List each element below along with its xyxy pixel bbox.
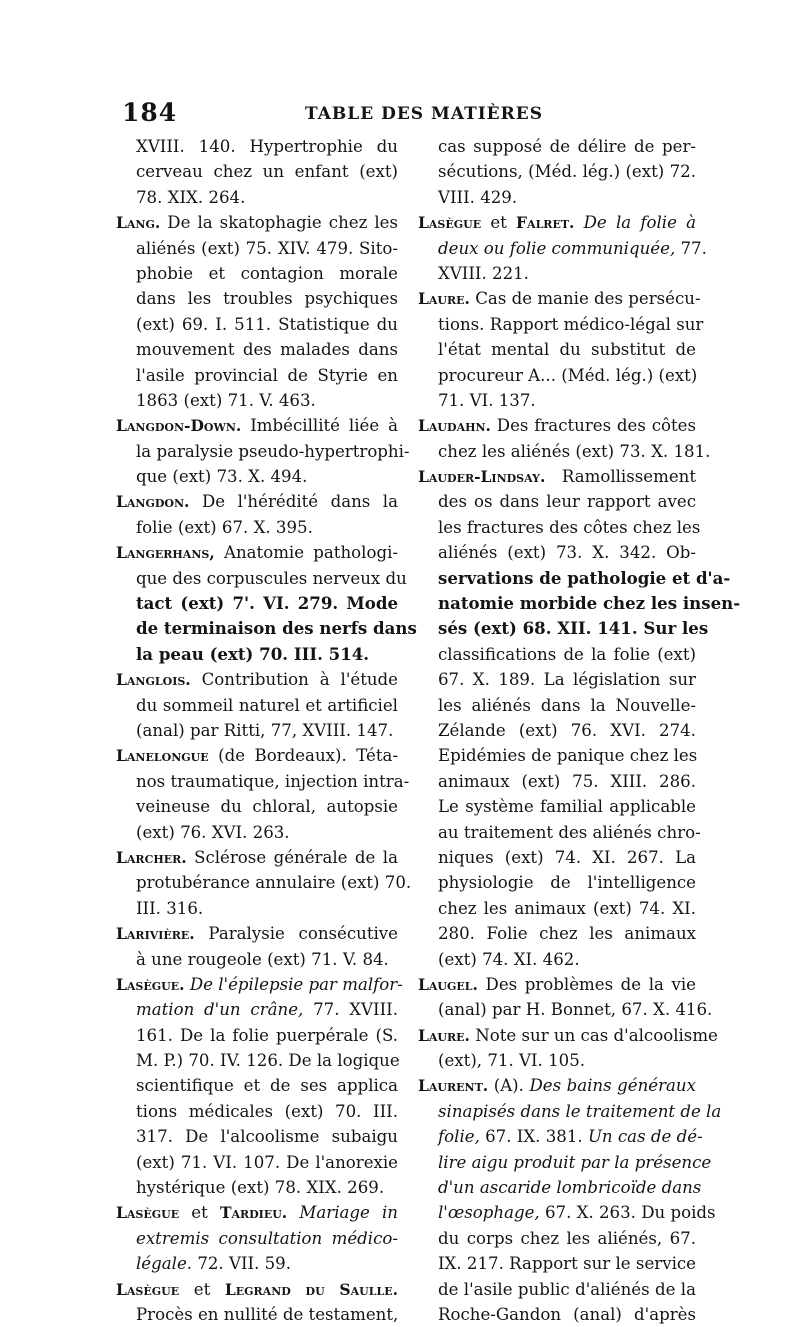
text-line — [116, 540, 398, 565]
text-line — [116, 845, 398, 870]
entry-author: Legrand du Saulle. — [224, 1279, 398, 1299]
text-line — [418, 312, 704, 337]
text-segment: VIII. 429. — [438, 187, 518, 207]
text-segment: (ext) 71. VI. 107. De l'anorexie — [136, 1152, 398, 1172]
text-segment: (anal) par Ritti, 77, XVIII. 147. — [136, 720, 394, 740]
text-segment: folie (ext) 67. X. 395. — [136, 517, 313, 537]
text-line — [116, 286, 398, 311]
text-segment: 67. X. 189. La législation sur — [438, 670, 696, 690]
text-segment: les fractures des côtes chez les — [438, 517, 701, 537]
text-segment: deux ou folie communiquée, — [438, 238, 676, 258]
text-line — [418, 896, 696, 921]
entry-author: Laudahn. — [418, 416, 491, 436]
text-line — [418, 667, 696, 692]
text-segment: 67. IX. 381. — [479, 1127, 588, 1147]
text-line — [116, 718, 398, 743]
text-segment: à une rougeole (ext) 71. V. 84. — [136, 949, 389, 969]
left-column — [116, 134, 417, 1327]
text-line — [116, 312, 398, 337]
text-segment: que (ext) 73. X. 494. — [136, 467, 308, 487]
text-line — [418, 134, 696, 159]
text-segment: De la skatophagie chez les — [160, 213, 398, 233]
text-segment: dans les troubles psychiques — [136, 289, 398, 309]
text-line — [116, 261, 398, 286]
text-line — [116, 566, 407, 591]
text-segment: Imbécillité liée à — [241, 416, 398, 436]
text-line — [116, 667, 398, 692]
text-line — [418, 1277, 696, 1302]
text-line — [116, 413, 398, 438]
text-line — [418, 1124, 703, 1149]
text-segment: physiologie de l'intelligence — [438, 873, 696, 893]
text-line — [116, 489, 398, 514]
text-segment: (ext), 71. VI. 105. — [438, 1051, 586, 1071]
text-line — [418, 236, 707, 261]
text-line — [418, 718, 696, 743]
text-segment — [287, 1203, 299, 1222]
text-segment: aliénés (ext) 73. X. 342. Ob- — [438, 543, 696, 563]
entry-author: Langdon-Down. — [116, 416, 242, 436]
text-line — [116, 642, 398, 667]
text-segment: 71. VI. 137. — [438, 390, 536, 410]
text-line — [418, 921, 696, 946]
entry-author: Lasègue. — [116, 974, 185, 994]
text-segment: veineuse du chloral, autopsie — [136, 797, 398, 817]
text-line — [116, 997, 398, 1022]
text-line — [116, 1277, 398, 1302]
text-segment: De la folie à — [583, 213, 696, 233]
text-segment: lire aigu produit par la présence — [438, 1152, 712, 1172]
text-segment: légale. — [136, 1254, 193, 1274]
text-line — [116, 388, 398, 413]
text-segment: (ext) 76. XVI. 263. — [136, 822, 290, 842]
text-segment: des os dans leur rapport avec — [438, 492, 696, 512]
text-line — [116, 1302, 398, 1327]
text-line — [116, 769, 410, 794]
text-segment: Anatomie pathologi- — [214, 543, 398, 563]
entry-author: Laure. — [418, 289, 470, 309]
text-line — [418, 591, 741, 616]
text-segment: III. 316. — [136, 898, 204, 918]
text-line — [418, 820, 701, 845]
text-segment: d'un ascaride lombricoïde dans — [438, 1178, 702, 1198]
text-line — [418, 286, 701, 311]
text-segment: Sclérose générale de la — [186, 847, 398, 867]
text-line — [418, 794, 696, 819]
entry-author: Larcher. — [116, 847, 187, 867]
text-segment: 67. X. 263. Du poids — [539, 1203, 716, 1223]
text-line — [116, 363, 398, 388]
entry-author: Laure. — [418, 1025, 470, 1045]
text-segment: De l'hérédité dans la — [189, 492, 398, 512]
text-line — [116, 159, 398, 184]
text-segment: 1863 (ext) 71. V. 463. — [136, 390, 316, 410]
text-segment: tions médicales (ext) 70. III. — [136, 1101, 398, 1121]
text-line — [116, 1099, 398, 1124]
text-segment: procureur A... (Méd. lég.) (ext) — [438, 365, 698, 385]
entry-author: Tardieu. — [219, 1203, 288, 1223]
text-segment: IX. 217. Rapport sur le service — [438, 1254, 696, 1274]
text-line — [418, 1073, 696, 1098]
text-line — [418, 210, 696, 235]
text-line — [116, 439, 410, 464]
text-line — [116, 1226, 398, 1251]
text-line — [116, 1073, 398, 1098]
text-line — [116, 185, 398, 210]
running-header-title: TABLE DES MATIÈRES — [305, 104, 544, 124]
text-segment: (ext) 69. I. 511. Statistique du — [136, 314, 398, 334]
text-line — [418, 363, 696, 388]
text-segment: au traitement des aliénés chro- — [438, 822, 701, 842]
text-segment: (de Bordeaux). Téta- — [208, 746, 398, 766]
text-segment: XVIII. 221. — [438, 263, 529, 283]
text-segment: Note sur un cas d'alcoolisme — [469, 1025, 718, 1045]
text-segment: Des problèmes de la vie — [477, 974, 696, 994]
text-line — [418, 159, 696, 184]
text-segment: De l'épilepsie par malfor- — [189, 974, 403, 994]
text-line — [418, 566, 731, 591]
text-line — [418, 1251, 696, 1276]
text-segment: (anal) par H. Bonnet, 67. X. 416. — [438, 1000, 713, 1020]
text-segment: et — [179, 1279, 225, 1299]
text-segment: Contribution à l'étude — [190, 670, 398, 690]
text-line — [116, 743, 398, 768]
text-line — [418, 185, 696, 210]
text-line — [116, 1251, 398, 1276]
text-line — [116, 236, 398, 261]
text-line — [116, 337, 398, 362]
text-line — [418, 413, 696, 438]
text-line — [418, 997, 713, 1022]
text-segment: chez les animaux (ext) 74. XI. — [438, 898, 696, 918]
text-line — [116, 693, 398, 718]
text-line — [116, 972, 403, 997]
entry-author: Lasègue — [418, 213, 482, 233]
text-segment: mouvement des malades dans — [136, 340, 398, 360]
text-segment: aliénés (ext) 75. XIV. 479. Sito- — [136, 238, 398, 258]
text-segment: Cas de manie des persécu- — [469, 289, 701, 309]
text-line — [418, 870, 696, 895]
text-line — [418, 845, 696, 870]
text-segment: Epidémies de panique chez les — [438, 746, 698, 766]
text-segment: servations de pathologie et d'a- — [438, 567, 731, 588]
entry-author: Laurent. — [418, 1076, 489, 1096]
text-line — [116, 1175, 398, 1200]
text-segment: et — [179, 1203, 220, 1223]
text-line — [116, 616, 417, 641]
entry-author: Laugel. — [418, 974, 478, 994]
text-line — [418, 464, 696, 489]
entry-author: Lauder-Lindsay. — [418, 467, 546, 487]
text-segment: la paralysie pseudo-hypertrophi- — [136, 441, 410, 461]
text-line — [418, 972, 696, 997]
text-line — [116, 210, 398, 235]
text-segment: 317. De l'alcoolisme subaigu — [136, 1127, 398, 1147]
text-segment: 77. — [675, 238, 707, 258]
text-segment: du sommeil naturel et artificiel — [136, 695, 398, 715]
text-segment: 161. De la folie puerpérale (S. — [136, 1025, 398, 1045]
text-line — [116, 1048, 398, 1073]
text-line — [116, 820, 398, 845]
text-segment: l'œsophage, — [438, 1203, 540, 1223]
text-line — [116, 870, 412, 895]
text-segment: Roche-Gandon (anal) d'après — [438, 1304, 696, 1324]
entry-author: Larivière. — [116, 924, 195, 944]
text-segment: scientifique et de ses applica — [136, 1076, 398, 1096]
text-line — [418, 1175, 702, 1200]
text-line — [418, 693, 696, 718]
text-segment: du corps chez les aliénés, 67. — [438, 1228, 696, 1248]
text-line — [418, 743, 696, 768]
text-line — [116, 947, 398, 972]
entry-author: Lang. — [116, 213, 161, 233]
entry-author: Langlois. — [116, 670, 191, 690]
text-line — [418, 1200, 716, 1225]
text-segment: Un cas de dé- — [587, 1127, 703, 1147]
text-segment: (ext) 74. XI. 462. — [438, 949, 580, 969]
text-segment: extremis consultation médico- — [136, 1228, 398, 1248]
text-line — [418, 261, 696, 286]
text-segment: de terminaison des nerfs dans — [136, 618, 417, 639]
text-segment: Zélande (ext) 76. XVI. 274. — [438, 720, 696, 740]
page-number: 184 — [122, 98, 178, 127]
text-segment: Mariage in — [299, 1203, 398, 1223]
text-line — [418, 642, 696, 667]
text-segment: mation d'un crâne, — [136, 1000, 304, 1020]
text-segment: animaux (ext) 75. XIII. 286. — [438, 771, 696, 791]
text-line — [418, 1023, 718, 1048]
text-line — [116, 464, 398, 489]
entry-author: Lanelongue — [116, 746, 209, 766]
text-line — [116, 1150, 398, 1175]
text-segment: l'état mental du substitut de — [438, 340, 696, 360]
entry-author: Langerhans, — [116, 543, 215, 563]
text-line — [116, 591, 398, 616]
text-line — [116, 1023, 398, 1048]
text-segment: Paralysie consécutive — [194, 924, 398, 944]
text-segment: niques (ext) 74. XI. 267. La — [438, 847, 696, 867]
text-segment: phobie et contagion morale — [136, 263, 398, 283]
text-line — [418, 1226, 696, 1251]
entry-author: Falret. — [516, 213, 575, 233]
text-line — [418, 1150, 712, 1175]
text-line — [418, 337, 696, 362]
text-segment: XVIII. 140. Hypertrophie du — [136, 137, 398, 156]
entry-author: Lasègue — [116, 1203, 180, 1223]
text-segment: cas supposé de délire de per- — [438, 137, 696, 156]
text-line — [418, 439, 711, 464]
text-segment: Procès en nullité de testament, — [136, 1304, 399, 1324]
text-segment: et — [481, 213, 517, 233]
text-line — [418, 1048, 696, 1073]
text-segment: Des bains généraux — [529, 1076, 696, 1096]
text-line — [418, 515, 701, 540]
text-segment: Ramollissement — [545, 467, 696, 487]
text-segment: sés (ext) 68. XII. 141. Sur les — [438, 618, 709, 639]
entry-author: Lasègue — [116, 1279, 180, 1299]
text-segment: 77. XVIII. — [303, 1000, 398, 1020]
text-segment: sinapisés dans le traitement de la — [438, 1101, 722, 1121]
text-line — [116, 1124, 398, 1149]
right-column — [418, 134, 741, 1327]
text-segment: tions. Rapport médico-légal sur — [438, 314, 704, 334]
text-segment: de l'asile public d'aliénés de la — [438, 1279, 696, 1299]
text-segment: M. P.) 70. IV. 126. De la logique — [136, 1051, 400, 1071]
text-segment: chez les aliénés (ext) 73. X. 181. — [438, 441, 711, 461]
text-line — [418, 489, 696, 514]
text-segment: l'asile provincial de Styrie en — [136, 365, 398, 385]
text-line — [418, 540, 696, 565]
text-line — [116, 134, 398, 159]
text-segment: protubérance annulaire (ext) 70. — [136, 873, 412, 893]
text-segment: folie, — [438, 1127, 480, 1147]
text-segment: sécutions, (Méd. lég.) (ext) 72. — [438, 162, 696, 182]
text-line — [116, 515, 398, 540]
text-line — [116, 921, 398, 946]
text-segment: classifications de la folie (ext) — [438, 644, 696, 664]
text-segment: 280. Folie chez les animaux — [438, 924, 696, 944]
text-line — [418, 1099, 722, 1124]
text-segment: hystérique (ext) 78. XIX. 269. — [136, 1178, 385, 1198]
text-line — [116, 794, 398, 819]
text-line — [418, 1302, 696, 1327]
text-line — [418, 769, 696, 794]
text-segment: (A). — [488, 1076, 530, 1096]
text-segment: natomie morbide chez les insen- — [438, 593, 741, 614]
text-line — [116, 896, 398, 921]
text-line — [418, 616, 709, 641]
text-segment: tact (ext) 7'. VI. 279. Mode — [136, 593, 398, 614]
text-segment: 72. VII. 59. — [192, 1254, 292, 1274]
text-segment: Le système familial applicable — [438, 797, 696, 817]
text-segment: la peau (ext) 70. III. 514. — [136, 643, 370, 664]
text-segment — [574, 213, 583, 232]
text-segment: Des fractures des côtes — [490, 416, 696, 436]
entry-author: Langdon. — [116, 492, 190, 512]
text-line — [418, 947, 696, 972]
text-segment: cerveau chez un enfant (ext) — [136, 162, 398, 182]
text-line — [116, 1200, 398, 1225]
text-segment: que des corpuscules nerveux du — [136, 568, 407, 588]
text-line — [418, 388, 696, 413]
text-segment: nos traumatique, injection intra- — [136, 771, 410, 791]
text-segment: les aliénés dans la Nouvelle- — [438, 695, 696, 715]
text-segment: 78. XIX. 264. — [136, 187, 246, 207]
